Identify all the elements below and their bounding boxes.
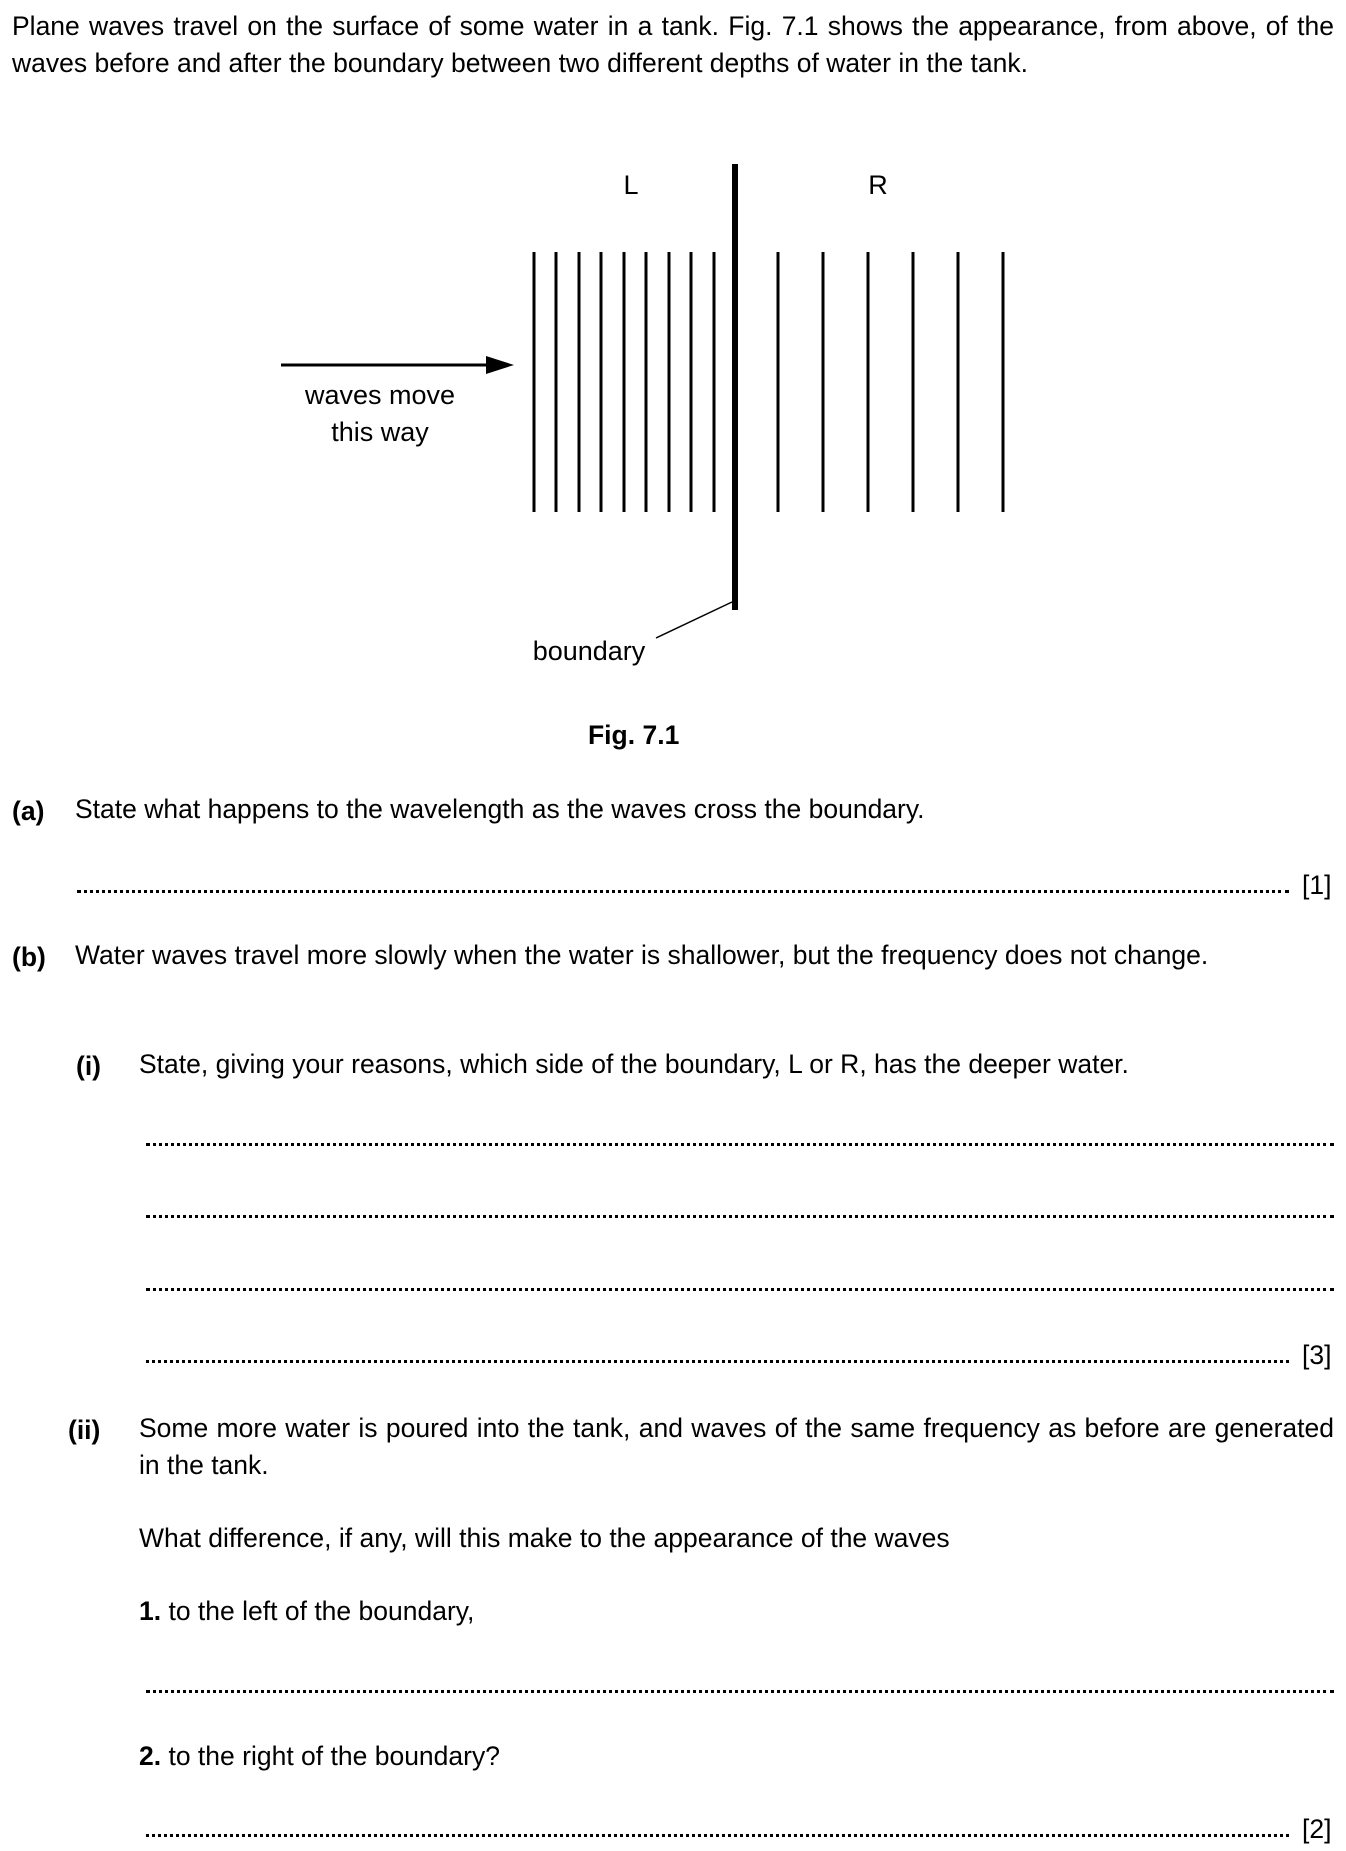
label-R: R — [868, 170, 888, 200]
wavefronts-right — [778, 252, 1003, 512]
arrow-label-line2: this way — [331, 417, 429, 447]
part-b-ii-marks: [2] — [1302, 1814, 1332, 1844]
part-b-i-label: (i) — [76, 1051, 102, 1081]
intro-paragraph: Plane waves travel on the surface of some water in a tank. Fig. 7.1 shows the appearance, from above, of the waves before and after the boundary between two different depths of water in the tank. — [12, 11, 1334, 78]
part-b-i-answer-line-4[interactable] — [146, 1360, 1289, 1363]
part-b-ii-answer-line-2[interactable] — [146, 1834, 1289, 1837]
item-1-text: to the left of the boundary, — [161, 1596, 475, 1626]
label-L: L — [623, 170, 639, 200]
part-a-answer-line[interactable] — [77, 890, 1289, 893]
arrow-label-line1: waves move — [304, 380, 456, 410]
boundary-label: boundary — [532, 636, 646, 666]
part-b-i-answer-line-1[interactable] — [146, 1143, 1334, 1146]
part-b-ii-question: What difference, if any, will this make to the appearance of the waves — [139, 1523, 950, 1553]
part-b-i-marks: [3] — [1302, 1340, 1332, 1370]
boundary-leader-line — [656, 602, 732, 638]
part-a-question: State what happens to the wavelength as the waves cross the boundary. — [75, 794, 925, 824]
part-b-i-question: State, giving your reasons, which side of the boundary, L or R, has the deeper water. — [139, 1049, 1129, 1079]
part-b-i-answer-line-2[interactable] — [146, 1215, 1334, 1218]
part-a-label: (a) — [12, 796, 45, 826]
item-2-number: 2. — [139, 1741, 162, 1771]
wave-diagram — [0, 0, 1346, 760]
part-b-label: (b) — [12, 942, 46, 972]
wavefronts-left — [534, 252, 714, 512]
item-2-text: to the right of the boundary? — [161, 1741, 500, 1771]
figure-caption: Fig. 7.1 — [588, 720, 680, 750]
part-b-ii-statement: Some more water is poured into the tank, and waves of the same frequency as before are generated in the tank. — [139, 1413, 1334, 1480]
part-b-ii-item-2 — [139, 1738, 500, 1775]
part-b-i-answer-line-3[interactable] — [146, 1288, 1334, 1291]
part-b-ii-item-1 — [139, 1593, 474, 1630]
part-b-ii-answer-line-1[interactable] — [146, 1690, 1334, 1693]
item-1-number: 1. — [139, 1596, 162, 1626]
part-b-ii-label: (ii) — [68, 1415, 101, 1445]
direction-arrow — [281, 356, 514, 374]
part-a-marks: [1] — [1302, 870, 1332, 900]
part-b-statement: Water waves travel more slowly when the water is shallower, but the frequency does not change. — [75, 940, 1209, 970]
